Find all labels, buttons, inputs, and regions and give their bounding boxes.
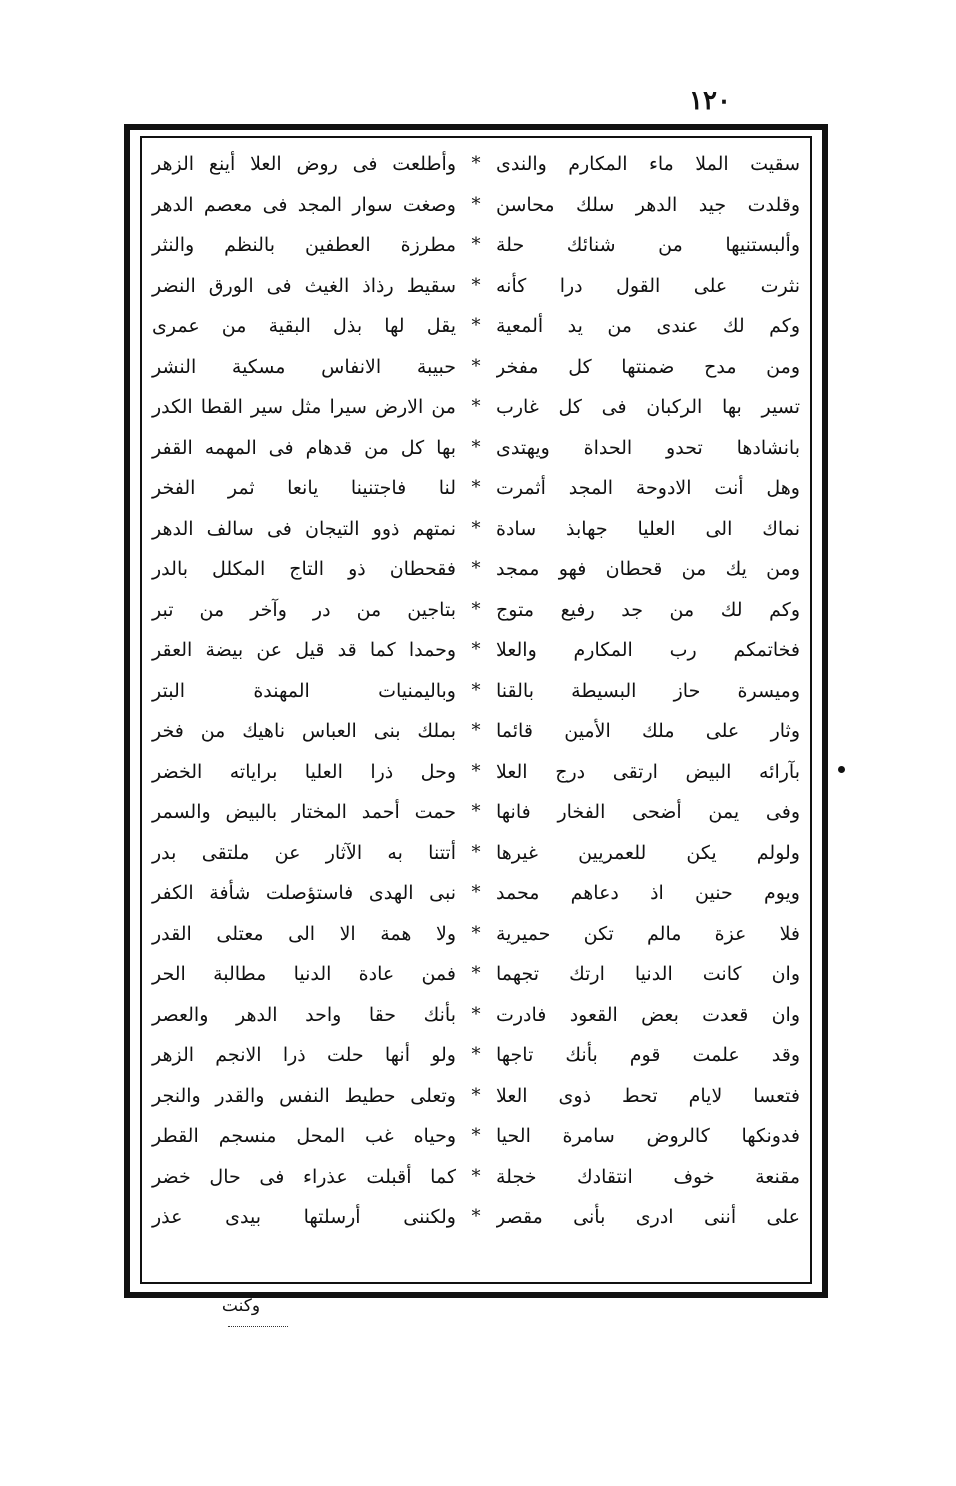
verse-line bbox=[146, 266, 806, 307]
verse-first-hemistich: ولولم يكن للعمريين غيرها bbox=[496, 841, 800, 864]
verse-line bbox=[146, 873, 806, 914]
verse-first-hemistich: فخاتمكم رب المكارم والعلا bbox=[496, 639, 800, 662]
verse-separator: * bbox=[471, 1003, 481, 1025]
verse-first-hemistich: فتعسا لايام تحط ذوى العلا bbox=[496, 1084, 800, 1107]
page-number: ١٢٠ bbox=[689, 86, 731, 116]
verse-second-hemistich: لنا فاجتنينا يانعا ثمر الفخر bbox=[152, 477, 456, 500]
verse-line bbox=[146, 1116, 806, 1157]
verse-separator: * bbox=[471, 558, 481, 580]
verse-separator: * bbox=[471, 1206, 481, 1228]
verse-line bbox=[146, 1076, 806, 1117]
verse-separator: * bbox=[471, 274, 481, 296]
verse-second-hemistich: فقحطان ذو التاج المكلل بالدر bbox=[152, 558, 456, 581]
verse-line bbox=[146, 428, 806, 469]
verse-line bbox=[146, 995, 806, 1036]
verse-second-hemistich: كما أقبلت عذراء فى حال خضر bbox=[152, 1165, 456, 1188]
verse-first-hemistich: على أننى ادرى بأنى مقصر bbox=[496, 1206, 800, 1229]
verse-second-hemistich: سقيط رذاذ الغيث فى الورق النضر bbox=[152, 274, 456, 297]
verse-second-hemistich: بملك بنى العباس ناهيك من فخر bbox=[152, 720, 456, 743]
verse-separator: * bbox=[471, 801, 481, 823]
verse-separator: * bbox=[471, 315, 481, 337]
verse-first-hemistich: نثرت على القول درا كأنه bbox=[496, 274, 800, 297]
verse-first-hemistich: فلا عزة مالم تكن حميرية bbox=[496, 922, 800, 945]
verse-first-hemistich: ويوم حنين اذ دعاهم محمد bbox=[496, 882, 800, 905]
verse-line bbox=[146, 590, 806, 631]
verse-second-hemistich: مطرزة العطفين بالنظم والنثر bbox=[152, 234, 456, 257]
verse-separator: * bbox=[471, 922, 481, 944]
verse-line bbox=[146, 752, 806, 793]
verse-first-hemistich: بآرائه البيض ارتقى درج العلا bbox=[496, 760, 800, 783]
verse-separator: * bbox=[471, 396, 481, 418]
verse-first-hemistich: وان قعدت بعض القعود فادرت bbox=[496, 1003, 800, 1026]
verse-separator: * bbox=[471, 598, 481, 620]
verse-line bbox=[146, 671, 806, 712]
verse-second-hemistich: نبى الهدى فاستؤصلت شأفة الكفر bbox=[152, 882, 456, 905]
verse-second-hemistich: وصغت سوار المجد فى معصم الدهر bbox=[152, 193, 456, 216]
verse-second-hemistich: وباليمنيات المهندة البتر bbox=[152, 679, 456, 702]
verse-separator: * bbox=[471, 355, 481, 377]
verse-second-hemistich: وحمدا كما قد قيل عن بيضة العقر bbox=[152, 639, 456, 662]
verse-second-hemistich: نمتهم ذوو التيجان فى سالف الدهر bbox=[152, 517, 456, 540]
verse-separator: * bbox=[471, 841, 481, 863]
verse-line bbox=[146, 144, 806, 185]
verse-separator: * bbox=[471, 679, 481, 701]
verse-line bbox=[146, 225, 806, 266]
verse-second-hemistich: بأنك حقا واحد الدهر والعصر bbox=[152, 1003, 456, 1026]
verse-second-hemistich: بها كل من قدهام فى المهمه القفر bbox=[152, 436, 456, 459]
verse-first-hemistich: وهل أنت الادوحة المجد أثمرت bbox=[496, 477, 800, 500]
verse-first-hemistich: وفى يمن أضحى الفخار فانها bbox=[496, 801, 800, 824]
verse-separator: * bbox=[471, 1084, 481, 1106]
verse-line bbox=[146, 1157, 806, 1198]
verse-second-hemistich: وحل ذرا العليا براياته الخضر bbox=[152, 760, 456, 783]
poem-body bbox=[146, 144, 806, 1280]
verse-first-hemistich: وميسرة حاز البسيطة بالقنا bbox=[496, 679, 800, 702]
verse-separator: * bbox=[471, 234, 481, 256]
verse-line bbox=[146, 630, 806, 671]
verse-first-hemistich: وألبستنيها من شنائك حلة bbox=[496, 234, 800, 257]
verse-separator: * bbox=[471, 963, 481, 985]
verse-second-hemistich: بتاجين من در وآخر من تبر bbox=[152, 598, 456, 621]
verse-second-hemistich: أتتنا به الآثار عن ملتقى بدر bbox=[152, 841, 456, 864]
verse-separator: * bbox=[471, 1165, 481, 1187]
verse-separator: * bbox=[471, 517, 481, 539]
verse-separator: * bbox=[471, 477, 481, 499]
verse-second-hemistich: وأطلعت فى روض العلا أينع الزهر bbox=[152, 153, 456, 176]
verse-first-hemistich: ومن مدح ضمنتها كل مفخر bbox=[496, 355, 800, 378]
verse-line bbox=[146, 468, 806, 509]
verse-line bbox=[146, 833, 806, 874]
verse-first-hemistich: مقنعة خوف انتقادك خجلة bbox=[496, 1165, 800, 1188]
verse-line bbox=[146, 1035, 806, 1076]
verse-line bbox=[146, 792, 806, 833]
verse-line bbox=[146, 387, 806, 428]
verse-separator: * bbox=[471, 153, 481, 175]
verse-first-hemistich: وكم لك عندى من يد ألمعية bbox=[496, 315, 800, 338]
verse-line bbox=[146, 711, 806, 752]
verse-first-hemistich: وان كانت الدنيا ارتك تجهما bbox=[496, 963, 800, 986]
verse-separator: * bbox=[471, 760, 481, 782]
verse-second-hemistich: وتعلى حطيط النفس والقدر والنجر bbox=[152, 1084, 456, 1107]
verse-line bbox=[146, 954, 806, 995]
verse-separator: * bbox=[471, 639, 481, 661]
verse-second-hemistich: فمن عادة الدنيا مطالبة الحر bbox=[152, 963, 456, 986]
catchword: وكنت bbox=[221, 1296, 261, 1316]
catchword-rule bbox=[228, 1326, 288, 1327]
verse-second-hemistich: حمت أحمد المختار بالبيض والسمر bbox=[152, 801, 456, 824]
verse-line bbox=[146, 347, 806, 388]
verse-first-hemistich: وقلدت جيد الدهر سلك محاسن bbox=[496, 193, 800, 216]
margin-dot bbox=[838, 766, 845, 773]
verse-second-hemistich: من الارض سيرا مثل سير القطا الكدر bbox=[152, 396, 456, 419]
verse-first-hemistich: سقيت الملا ماء المكارم والندى bbox=[496, 153, 800, 176]
verse-first-hemistich: وثار على ملك الأمين قائما bbox=[496, 720, 800, 743]
verse-second-hemistich: ولكننى أرسلتها بيدى عذر bbox=[152, 1206, 456, 1229]
verse-first-hemistich: ومن يك من قحطان فهو ممجد bbox=[496, 558, 800, 581]
verse-line bbox=[146, 914, 806, 955]
verse-first-hemistich: وقد علمت قوم بأنك تاجها bbox=[496, 1044, 800, 1067]
verse-line bbox=[146, 509, 806, 550]
verse-first-hemistich: فدونكها كالروض سامرة الحيا bbox=[496, 1125, 800, 1148]
verse-line bbox=[146, 1197, 806, 1238]
verse-separator: * bbox=[471, 1044, 481, 1066]
verse-second-hemistich: ولا همة الا الى معتلى القدر bbox=[152, 922, 456, 945]
verse-line bbox=[146, 185, 806, 226]
verse-separator: * bbox=[471, 882, 481, 904]
verse-first-hemistich: نماك الى العليا جهابذ سادة bbox=[496, 517, 800, 540]
verse-first-hemistich: بانشادها تحدو الحداة ويهتدى bbox=[496, 436, 800, 459]
verse-second-hemistich: يقل لها بذل البقية من عمرى bbox=[152, 315, 456, 338]
verse-second-hemistich: ولو أنها حلت ذرا الانجم الزهر bbox=[152, 1044, 456, 1067]
verse-second-hemistich: حبيبة الانفاس مسكية النشر bbox=[152, 355, 456, 378]
verse-second-hemistich: وحياه غب المحل منسجم القطر bbox=[152, 1125, 456, 1148]
verse-line bbox=[146, 306, 806, 347]
verse-separator: * bbox=[471, 720, 481, 742]
verse-separator: * bbox=[471, 1125, 481, 1147]
verse-line bbox=[146, 549, 806, 590]
verse-first-hemistich: وكم لك من جد رفيع متوج bbox=[496, 598, 800, 621]
verse-separator: * bbox=[471, 193, 481, 215]
verse-separator: * bbox=[471, 436, 481, 458]
verse-first-hemistich: تسير بها الركبان فى كل غارب bbox=[496, 396, 800, 419]
